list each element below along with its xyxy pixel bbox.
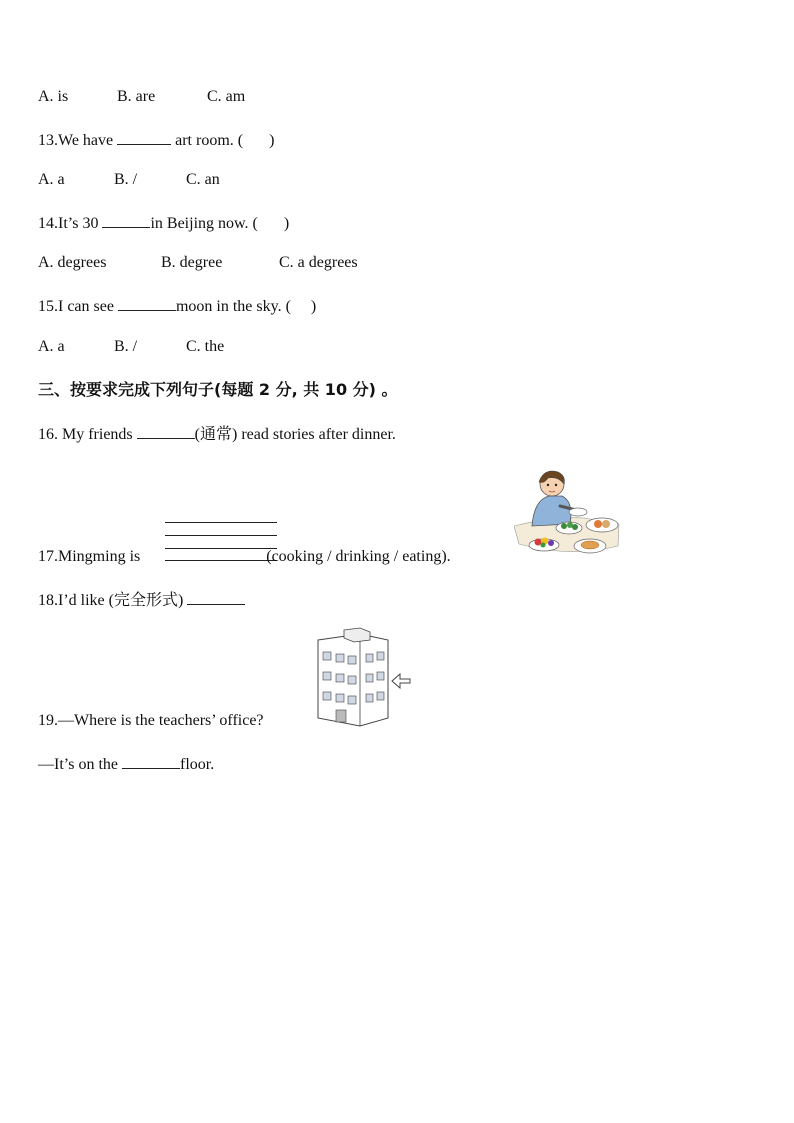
question-19: 19.—Where is the teachers’ office?: [38, 712, 264, 729]
q14-text-after: in Beijing now. (: [150, 215, 258, 232]
q14-option-a[interactable]: A. degrees: [38, 254, 107, 271]
q19-answer-blank[interactable]: [122, 754, 180, 769]
q15-close-paren: ): [310, 298, 317, 315]
q13-answer-blank[interactable]: [117, 130, 171, 145]
q15-answer-blank[interactable]: [118, 296, 176, 311]
question-13: [38, 130, 274, 150]
q15-option-b[interactable]: B. /: [114, 338, 138, 355]
q13-text-after: art room. (: [175, 132, 244, 149]
q13-option-b[interactable]: B. /: [114, 171, 138, 188]
boy-eating-illustration: [514, 466, 624, 560]
q14-option-c[interactable]: C. a degrees: [279, 254, 358, 271]
section-3-heading: 三、按要求完成下列句子(每题 2 分, 共 10 分) 。: [38, 380, 398, 399]
q12-option-c[interactable]: C. am: [207, 88, 246, 105]
q17-line-2[interactable]: [165, 535, 277, 536]
school-building-illustration: [314, 626, 414, 728]
question-17: [38, 548, 451, 566]
q13-text-before: 13.We have: [38, 132, 114, 149]
q18-answer-blank[interactable]: [187, 590, 245, 605]
q15-text-before: 15.I can see: [38, 298, 114, 315]
q13-options: [38, 171, 220, 189]
q16-text-before: 16. My friends: [38, 426, 133, 443]
q19-answer-after: floor.: [180, 756, 215, 773]
question-18: [38, 587, 245, 610]
q14-text-before: 14.It’s 30: [38, 215, 99, 232]
q12-options: [38, 88, 245, 106]
q16-answer-blank[interactable]: [137, 424, 195, 439]
question-15: [38, 296, 316, 316]
q13-close-paren: ): [269, 132, 275, 149]
q14-answer-blank[interactable]: [102, 213, 150, 228]
q15-option-a[interactable]: A. a: [38, 338, 65, 355]
q17-line-1[interactable]: [165, 522, 277, 523]
q12-option-b[interactable]: B. are: [117, 88, 156, 105]
q19-answer-before: —It’s on the: [38, 756, 118, 773]
q18-text-before: 18.I’d like (完全形式): [38, 592, 184, 609]
question-19-answer: [38, 754, 214, 774]
q14-option-b[interactable]: B. degree: [161, 254, 223, 271]
q15-option-c[interactable]: C. the: [186, 338, 225, 355]
q13-option-c[interactable]: C. an: [186, 171, 220, 188]
q15-text-after: moon in the sky. (: [175, 298, 291, 315]
q14-options: [38, 254, 358, 272]
question-16: [38, 421, 396, 444]
question-14: [38, 213, 289, 233]
q16-text-after: (通常) read stories after dinner.: [194, 426, 396, 443]
q12-option-a[interactable]: A. is: [38, 88, 69, 105]
q15-options: [38, 338, 224, 356]
q17-text-after: (cooking / drinking / eating).: [266, 548, 451, 565]
q14-close-paren: ): [283, 215, 290, 232]
q17-text-before: 17.Mingming is: [38, 548, 141, 565]
q13-option-a[interactable]: A. a: [38, 171, 65, 188]
